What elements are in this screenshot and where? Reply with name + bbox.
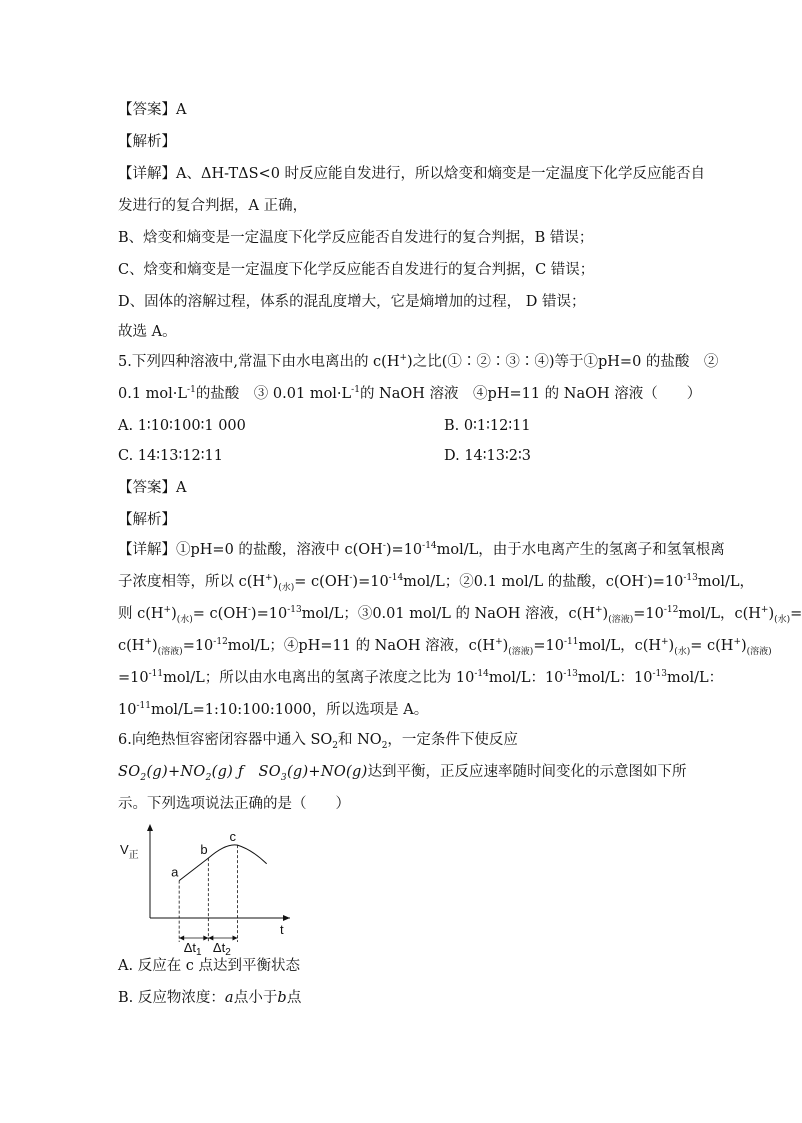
q5-detail-line5: $=10^{-11}mol/L$；所以由水电离出的氢离子浓度之比为 $10^{-14}mol/L$：$10^{-13}mol/L$：$10^{-13}mol/L$： [118,669,724,686]
q5-analysis: 【解析】 [118,512,176,528]
q4-analysis: 【解析】 [118,134,176,150]
y-axis-arrow [147,824,153,831]
q5-option-d: D. 14∶13∶2∶3 [444,448,531,464]
q5-answer: 【答案】A [118,480,187,496]
point-label-a: a [171,864,179,880]
y-axis-label: $V_正$ [120,842,139,861]
q6-equation: $SO_2(g)+NO_2(g)$ ƒ $SO_3(g)+NO(g)$ [118,764,368,783]
q5-detail-line4: $c(H^+)_{(溶液)}=10^{-12}mol/L$；④pH=11 的 NaOH 溶液，$c(H^+)_{(溶液)}=10^{-11}mol/L$，$c(H^+)_{(水)}= c(H^+)_{(溶液)}$ [118,637,772,657]
q6-stem-line1: 6.向绝热恒容密闭容器中通入 $SO_2$和 $NO_2$，一定条件下使反应 [118,732,518,751]
q5-stem-line2: 0.1 $mol\cdot L^{-1}$的盐酸 ③ 0.01 $mol\cdot L^{-1}$的 NaOH 溶液 ④pH=11 的 NaOH 溶液（ ） [118,385,702,402]
x-axis-arrow [283,915,290,921]
q4-detail-line1: 【详解】A、ΔH-TΔS<0 时反应能自发进行，所以焓变和熵变是一定温度下化学反应能否自 [118,166,706,182]
interval-label-1: $\Delta t_1$ [183,940,202,958]
point-label-c: c [229,829,236,845]
q4-conclusion: 故选 A。 [118,324,177,340]
q5-detail-line2: 子浓度相等，所以 $c(H^+)_{(水)}= c(OH^-)=10^{-14}mol/L$；②0.1 mol/L 的盐酸，$c(OH^-)=10^{-13}mol/L$， [118,573,754,593]
q6-stem-line3: 示。下列选项说法正确的是（ ） [118,796,350,812]
q4-line-b: B、焓变和熵变是一定温度下化学反应能否自发进行的复合判据，B 错误； [118,230,594,246]
q4-answer: 【答案】A [118,102,187,118]
interval-label-2: $\Delta t_2$ [212,940,231,958]
q4-line-c: C、焓变和熵变是一定温度下化学反应能否自发进行的复合判据，C 错误； [118,262,595,278]
interval-arrow-right-2 [233,936,238,941]
rate-curve-line [179,845,267,881]
q5-detail-line6: $10^{-11}mol/L=1:10:100:1000$，所以选项是 A。 [118,701,429,718]
q5-option-b: B. 0∶1∶12∶11 [444,418,531,434]
q5-detail-line3: 则 $c(H^+)_{(水)}= c(OH^-)=10^{-13}mol/L$；③0.01 mol/L 的 NaOH 溶液，$c(H^+)_{(溶液)}=10^{-12}mol/L$，$c(H^+)_{(水)}=$ [118,605,802,625]
interval-arrow-right-1 [203,936,208,941]
q5-stem-line1: 5.下列四种溶液中,常温下由水电离出的 c(H+)之比(①∶②∶③∶④)等于①pH=0 的盐酸 ② [118,353,719,370]
rate-time-chart [118,820,298,958]
q6-stem-line2: $SO_2(g)+NO_2(g)$ ƒ $SO_3(g)+NO(g)$达到平衡，正反应速率随时间变化的示意图如下所 [118,764,687,783]
q6-option-a: A. 反应在 c 点达到平衡状态 [118,958,301,974]
q5-option-c: C. 14∶13∶12∶11 [118,448,223,464]
q6-option-b: B. 反应物浓度：a点小于b点 [118,990,302,1006]
rate-time-chart-svg [118,820,298,958]
q5-detail-line1: 【详解】①pH=0 的盐酸，溶液中 $c(OH^-)=10^{-14}mol/L$，由于水电离产生的氢离子和氢氧根离 [118,541,725,558]
q4-line-d: D、固体的溶解过程，体系的混乱度增大，它是熵增加的过程， D 错误； [118,294,586,310]
x-axis-label: t [280,922,284,937]
q4-detail-line2: 发进行的复合判据，A 正确， [118,198,308,214]
point-label-b: b [200,842,208,858]
q5-option-a: A. 1∶10∶100∶1 000 [118,418,246,434]
